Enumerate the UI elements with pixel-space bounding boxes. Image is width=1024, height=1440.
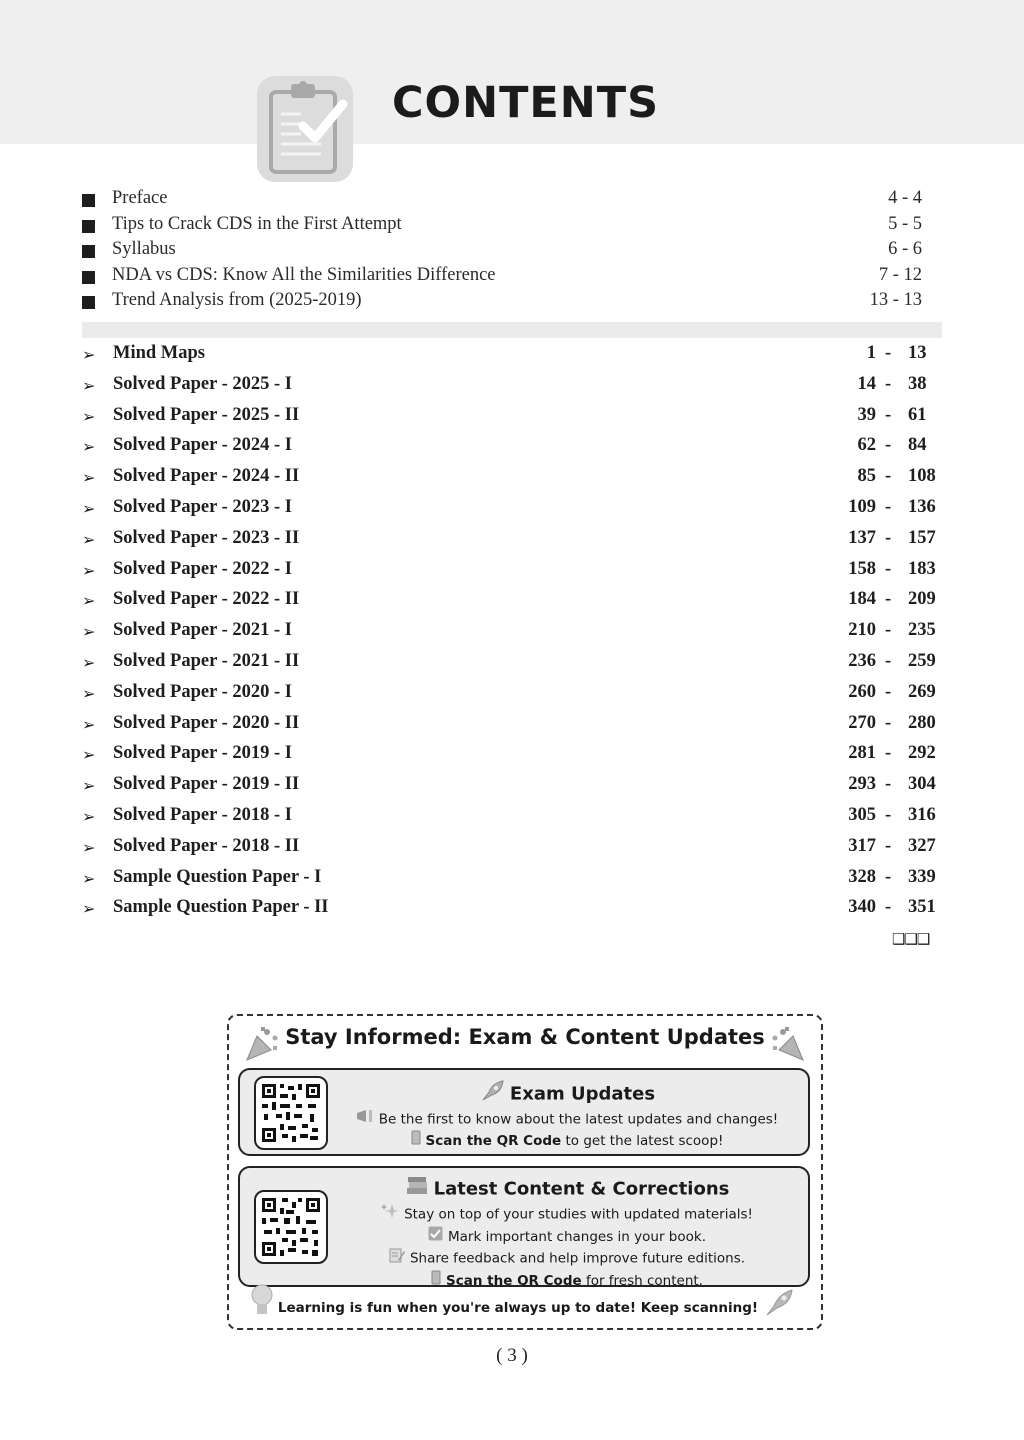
entry-page-from: 340 <box>848 897 876 918</box>
entry-label: Solved Paper - 2023 - I <box>113 496 293 517</box>
entry-page-to: 259 <box>908 650 936 671</box>
entry-page-to: 304 <box>908 774 936 795</box>
content-updates-body <box>336 1176 798 1291</box>
arrow-bullet-icon: ➢ <box>82 652 96 672</box>
contents-entry[interactable] <box>82 343 942 374</box>
entry-page-from: 317 <box>848 835 876 856</box>
content-updates-line-2: Mark important changes in your book. <box>447 1228 707 1245</box>
square-bullet-icon <box>82 245 95 258</box>
entry-pages: 6 - 6 <box>888 239 922 259</box>
contents-entry[interactable] <box>82 466 942 497</box>
content-updates-line-3: Share feedback and help improve future editions. <box>409 1250 746 1267</box>
sparkles-icon <box>381 1203 399 1226</box>
contents-entry[interactable] <box>82 559 942 590</box>
end-of-contents-mark: ❑❑❑ <box>892 930 930 948</box>
entry-label: Solved Paper - 2022 - I <box>113 558 293 579</box>
entry-label: Solved Paper - 2024 - II <box>113 466 300 487</box>
entry-label: Solved Paper - 2025 - I <box>113 373 293 394</box>
entry-page-dash: - <box>885 743 892 764</box>
entry-page-dash: - <box>885 835 892 856</box>
exam-updates-line-1: Be the first to know about the latest updates and changes! <box>378 1111 779 1128</box>
entry-label: Solved Paper - 2020 - I <box>113 681 293 702</box>
entry-page-dash: - <box>885 373 892 394</box>
contents-entry[interactable] <box>82 743 942 774</box>
arrow-bullet-icon: ➢ <box>82 714 96 734</box>
checkbox-icon <box>428 1226 443 1248</box>
entry-page-dash: - <box>885 343 892 363</box>
scan-qr-emphasis: Scan the QR Code <box>425 1132 562 1149</box>
exam-updates-body <box>336 1080 798 1151</box>
entry-page-from: 328 <box>848 866 876 887</box>
entry-page-from: 62 <box>857 435 876 456</box>
contents-entry[interactable] <box>82 867 942 898</box>
entry-page-dash: - <box>885 466 892 487</box>
square-bullet-icon <box>82 220 95 233</box>
entry-label: Mind Maps <box>113 343 206 363</box>
front-matter-item[interactable] <box>82 265 942 291</box>
entry-page-dash: - <box>885 774 892 795</box>
entry-label: Tips to Crack CDS in the First Attempt <box>112 213 402 234</box>
square-bullet-icon <box>82 296 95 309</box>
arrow-bullet-icon: ➢ <box>82 683 96 703</box>
entry-page-from: 305 <box>848 804 876 825</box>
entry-page-to: 280 <box>908 712 936 733</box>
entry-pages: 7 - 12 <box>878 264 922 285</box>
entry-page-to: 235 <box>908 620 936 641</box>
entry-label: NDA vs CDS: Know All the Similarities Difference <box>112 264 496 285</box>
entry-page-from: 184 <box>848 589 876 610</box>
memo-icon <box>389 1247 405 1270</box>
content-updates-panel <box>238 1166 810 1287</box>
page-title: CONTENTS <box>392 78 660 128</box>
contents-entry[interactable] <box>82 805 942 836</box>
phone-icon <box>431 1270 441 1292</box>
entry-page-dash: - <box>885 496 892 517</box>
entry-page-dash: - <box>885 681 892 702</box>
lightbulb-icon <box>251 1298 273 1318</box>
entry-label: Solved Paper - 2023 - II <box>113 527 300 548</box>
contents-entry[interactable] <box>82 405 942 436</box>
contents-entry[interactable] <box>82 620 942 651</box>
entry-label: Sample Question Paper - I <box>113 866 322 887</box>
entry-page-from: 158 <box>848 558 876 579</box>
entry-page-dash: - <box>885 527 892 548</box>
arrow-bullet-icon: ➢ <box>82 345 96 364</box>
arrow-bullet-icon: ➢ <box>82 868 96 888</box>
arrow-bullet-icon: ➢ <box>82 498 96 518</box>
entry-page-to: 269 <box>908 681 936 702</box>
phone-icon <box>411 1130 421 1152</box>
contents-entry[interactable] <box>82 836 942 867</box>
entry-page-from: 260 <box>848 681 876 702</box>
entry-page-dash: - <box>885 650 892 671</box>
entry-page-dash: - <box>885 804 892 825</box>
arrow-bullet-icon: ➢ <box>82 529 96 549</box>
content-updates-line-4: for fresh content. <box>581 1272 703 1289</box>
entry-page-dash: - <box>885 897 892 918</box>
exam-updates-heading: Exam Updates <box>509 1083 656 1105</box>
arrow-bullet-icon: ➢ <box>82 806 96 826</box>
front-matter-item[interactable] <box>82 239 942 265</box>
contents-entry[interactable] <box>82 651 942 682</box>
contents-entry[interactable] <box>82 589 942 620</box>
arrow-bullet-icon: ➢ <box>82 837 96 857</box>
updates-footer-text: Learning is fun when you're always up to date! Keep scanning! <box>277 1300 759 1316</box>
entry-page-from: 210 <box>848 620 876 641</box>
arrow-bullet-icon: ➢ <box>82 375 96 395</box>
entry-page-from: 137 <box>848 527 876 548</box>
entry-label: Solved Paper - 2022 - II <box>113 589 300 610</box>
entry-page-dash: - <box>885 712 892 733</box>
arrow-bullet-icon: ➢ <box>82 468 96 488</box>
entry-label: Solved Paper - 2021 - II <box>113 650 300 671</box>
arrow-bullet-icon: ➢ <box>82 591 96 611</box>
entry-page-from: 85 <box>857 466 876 487</box>
arrow-bullet-icon: ➢ <box>82 406 96 426</box>
entry-label: Solved Paper - 2025 - II <box>113 404 300 425</box>
content-updates-heading: Latest Content & Corrections <box>433 1178 730 1200</box>
main-contents-list <box>82 343 942 928</box>
entry-page-to: 84 <box>908 435 927 456</box>
contents-entry[interactable] <box>82 713 942 744</box>
entry-label: Solved Paper - 2021 - I <box>113 620 293 641</box>
entry-page-to: 351 <box>908 897 936 918</box>
contents-entry[interactable] <box>82 682 942 713</box>
arrow-bullet-icon: ➢ <box>82 776 96 796</box>
section-divider <box>82 322 942 338</box>
party-popper-icon <box>769 1024 809 1064</box>
entry-page-from: 281 <box>848 743 876 764</box>
entry-label: Solved Paper - 2018 - II <box>113 835 300 856</box>
entry-label: Preface <box>112 188 168 208</box>
updates-box <box>227 1014 823 1330</box>
entry-page-from: 109 <box>848 496 876 517</box>
arrow-bullet-icon: ➢ <box>82 560 96 580</box>
entry-label: Sample Question Paper - II <box>113 897 329 918</box>
entry-page-to: 327 <box>908 835 936 856</box>
entry-page-to: 209 <box>908 589 936 610</box>
entry-page-dash: - <box>885 589 892 610</box>
updates-title: Stay Informed: Exam & Content Updates <box>285 1025 765 1049</box>
clipboard-check-icon <box>257 76 353 182</box>
rocket-icon <box>479 1080 505 1109</box>
entry-page-from: 270 <box>848 712 876 733</box>
entry-label: Solved Paper - 2020 - II <box>113 712 300 733</box>
entry-page-from: 14 <box>857 373 876 394</box>
entry-label: Syllabus <box>112 239 176 259</box>
contents-entry[interactable] <box>82 374 942 405</box>
entry-label: Solved Paper - 2024 - I <box>113 435 293 456</box>
entry-page-dash: - <box>885 558 892 579</box>
entry-page-to: 38 <box>908 373 927 394</box>
books-icon <box>405 1176 429 1203</box>
front-matter-item[interactable] <box>82 188 942 214</box>
entry-page-to: 13 <box>908 343 927 363</box>
scan-qr-emphasis: Scan the QR Code <box>446 1272 582 1289</box>
entry-page-dash: - <box>885 620 892 641</box>
entry-page-to: 61 <box>908 404 927 425</box>
entry-page-from: 1 <box>866 343 876 363</box>
entry-page-dash: - <box>885 435 892 456</box>
square-bullet-icon <box>82 271 95 284</box>
entry-label: Solved Paper - 2019 - I <box>113 743 293 764</box>
exam-updates-panel <box>238 1068 810 1156</box>
updates-footer <box>229 1298 821 1318</box>
content-updates-line-1: Stay on top of your studies with updated materials! <box>404 1206 753 1223</box>
entry-page-from: 39 <box>857 404 876 425</box>
arrow-bullet-icon: ➢ <box>82 437 96 457</box>
entry-pages: 5 - 5 <box>888 213 922 234</box>
front-matter-item[interactable] <box>82 214 942 240</box>
contents-entry[interactable] <box>82 774 942 805</box>
megaphone-icon <box>356 1109 374 1130</box>
qr-code[interactable] <box>254 1076 328 1150</box>
front-matter-list <box>82 188 942 316</box>
contents-entry[interactable] <box>82 528 942 559</box>
arrow-bullet-icon: ➢ <box>82 899 96 919</box>
contents-entry[interactable] <box>82 497 942 528</box>
entry-page-to: 292 <box>908 743 936 764</box>
entry-page-dash: - <box>885 866 892 887</box>
entry-page-to: 316 <box>908 804 936 825</box>
rocket-icon <box>764 1298 794 1318</box>
entry-page-to: 183 <box>908 558 936 579</box>
entry-label: Solved Paper - 2019 - II <box>113 774 300 795</box>
entry-page-to: 136 <box>908 496 936 517</box>
entry-label: Trend Analysis from (2025-2019) <box>112 290 362 310</box>
entry-page-from: 236 <box>848 650 876 671</box>
arrow-bullet-icon: ➢ <box>82 745 96 765</box>
entry-page-dash: - <box>885 404 892 425</box>
entry-page-from: 293 <box>848 774 876 795</box>
page-number: ( 3 ) <box>496 1345 528 1366</box>
front-matter-item[interactable] <box>82 290 942 316</box>
entry-label: Solved Paper - 2018 - I <box>113 804 293 825</box>
entry-page-to: 108 <box>908 466 936 487</box>
arrow-bullet-icon: ➢ <box>82 622 96 642</box>
contents-entry[interactable] <box>82 897 942 928</box>
entry-pages: 13 - 13 <box>869 290 922 310</box>
qr-code[interactable] <box>254 1190 328 1264</box>
contents-entry[interactable] <box>82 435 942 466</box>
entry-page-to: 157 <box>908 527 936 548</box>
square-bullet-icon <box>82 194 95 207</box>
entry-pages: 4 - 4 <box>888 188 922 208</box>
entry-page-to: 339 <box>908 866 936 887</box>
exam-updates-line-2: to get the latest scoop! <box>561 1132 724 1149</box>
